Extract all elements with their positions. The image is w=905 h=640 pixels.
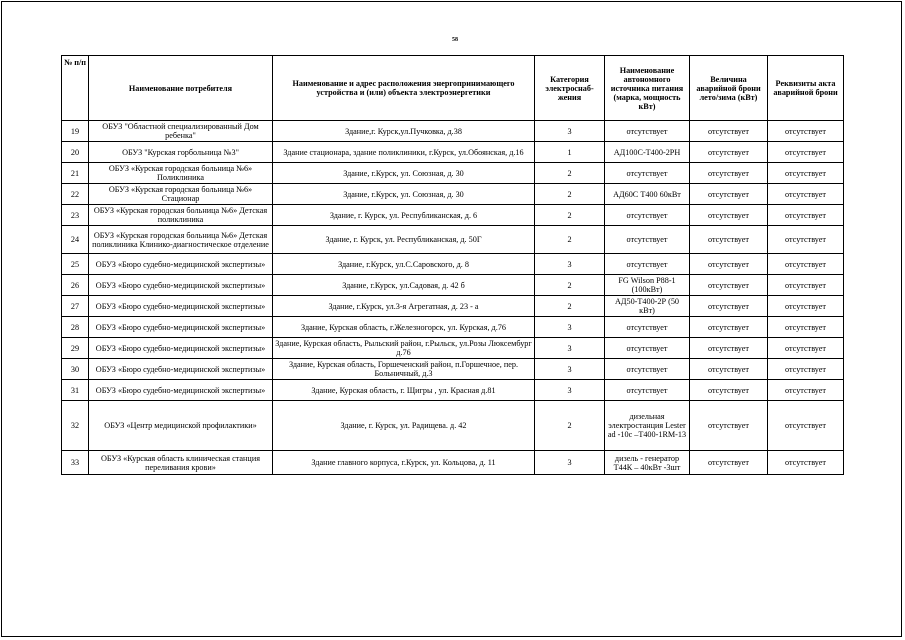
- cell-source: отсутствует: [605, 163, 690, 184]
- cell-source: отсутствует: [605, 338, 690, 359]
- cell-source: отсутствует: [605, 254, 690, 275]
- header-consumer: Наименование потребителя: [89, 56, 273, 121]
- cell-source: дизель - генератор Т44К – 40кВт -3шт: [605, 451, 690, 475]
- cell-num: 31: [62, 380, 89, 401]
- table-row: [62, 226, 844, 254]
- table-row: [62, 275, 844, 296]
- cell-consumer: ОБУЗ «Бюро судебно-медицинской экспертизы»: [89, 338, 273, 359]
- cell-consumer: ОБУЗ «Бюро судебно-медицинской экспертизы»: [89, 296, 273, 317]
- cell-category: 3: [535, 359, 605, 380]
- cell-source: отсутствует: [605, 359, 690, 380]
- table-row: [62, 296, 844, 317]
- cell-source: FG Wilson P88-1 (100кВт): [605, 275, 690, 296]
- header-reserve: Величина аварийной брони лето/зима (кВт): [690, 56, 768, 121]
- cell-consumer: ОБУЗ "Курская горбольница №3": [89, 142, 273, 163]
- cell-category: 2: [535, 184, 605, 205]
- cell-address: Здание, г.Курск, ул.Садовая, д. 42 б: [273, 275, 535, 296]
- cell-address: Здание,г. Курск,ул.Пучковка, д.38: [273, 121, 535, 142]
- cell-num: 23: [62, 205, 89, 226]
- cell-act: отсутствует: [768, 338, 844, 359]
- table-header-row: [62, 56, 844, 121]
- cell-reserve: отсутствует: [690, 401, 768, 451]
- cell-act: отсутствует: [768, 380, 844, 401]
- cell-num: 30: [62, 359, 89, 380]
- cell-reserve: отсутствует: [690, 317, 768, 338]
- cell-consumer: ОБУЗ «Бюро судебно-медицинской экспертизы»: [89, 359, 273, 380]
- cell-reserve: отсутствует: [690, 380, 768, 401]
- cell-reserve: отсутствует: [690, 226, 768, 254]
- table-row: [62, 163, 844, 184]
- cell-category: 3: [535, 254, 605, 275]
- cell-act: отсутствует: [768, 205, 844, 226]
- cell-address: Здание, г.Курск, ул. Союзная, д. 30: [273, 184, 535, 205]
- header-source: Наименование автономного источника питания (марка, мощность кВт): [605, 56, 690, 121]
- cell-reserve: отсутствует: [690, 184, 768, 205]
- cell-consumer: ОБУЗ «Курская городская больница №6» Детская поликлиника: [89, 205, 273, 226]
- cell-consumer: ОБУЗ «Курская городская больница №6» Детская поликлиника Клинико-диагностическое отделение: [89, 226, 273, 254]
- table-row: [62, 451, 844, 475]
- cell-reserve: отсутствует: [690, 121, 768, 142]
- cell-address: Здание, г.Курск, ул. Союзная, д. 30: [273, 163, 535, 184]
- cell-category: 1: [535, 142, 605, 163]
- cell-act: отсутствует: [768, 401, 844, 451]
- cell-num: 26: [62, 275, 89, 296]
- cell-address: Здание, Курская область, г. Щигры , ул. Красная д.81: [273, 380, 535, 401]
- cell-category: 2: [535, 275, 605, 296]
- table-row: [62, 401, 844, 451]
- cell-consumer: ОБУЗ «Бюро судебно-медицинской экспертизы»: [89, 275, 273, 296]
- cell-act: отсутствует: [768, 296, 844, 317]
- cell-address: Здание, г. Курск, ул. Республиканская, д. 50Г: [273, 226, 535, 254]
- cell-category: 2: [535, 401, 605, 451]
- cell-consumer: ОБУЗ «Центр медицинской профилактики»: [89, 401, 273, 451]
- cell-category: 2: [535, 296, 605, 317]
- cell-source: АД50-Т400-2Р (50 кВт): [605, 296, 690, 317]
- cell-reserve: отсутствует: [690, 163, 768, 184]
- cell-act: отсутствует: [768, 254, 844, 275]
- cell-category: 3: [535, 121, 605, 142]
- cell-category: 2: [535, 226, 605, 254]
- table-row: [62, 380, 844, 401]
- cell-address: Здание, г.Курск, ул.С.Саровского, д. 8: [273, 254, 535, 275]
- cell-num: 21: [62, 163, 89, 184]
- header-act: Реквизиты акта аварийной брони: [768, 56, 844, 121]
- cell-category: 3: [535, 317, 605, 338]
- cell-reserve: отсутствует: [690, 254, 768, 275]
- emergency-power-table: [61, 55, 844, 475]
- cell-source: дизельная электростанция Lester ad -10с –Т400-1RM-13: [605, 401, 690, 451]
- cell-category: 3: [535, 380, 605, 401]
- table-row: [62, 121, 844, 142]
- cell-source: отсутствует: [605, 121, 690, 142]
- cell-source: АД60С Т400 60кВт: [605, 184, 690, 205]
- cell-reserve: отсутствует: [690, 359, 768, 380]
- table-row: [62, 317, 844, 338]
- cell-consumer: ОБУЗ «Бюро судебно-медицинской экспертизы»: [89, 254, 273, 275]
- page-number: 58: [452, 37, 458, 43]
- cell-address: Здание, Курская область, Рыльский район, г.Рыльск, ул.Розы Люксембург д.76: [273, 338, 535, 359]
- cell-address: Здание стационара, здание поликлиники, г.Курск, ул.Обоянская, д.16: [273, 142, 535, 163]
- cell-act: отсутствует: [768, 359, 844, 380]
- table-row: [62, 142, 844, 163]
- cell-num: 20: [62, 142, 89, 163]
- cell-source: АД100С-Т400-2РН: [605, 142, 690, 163]
- cell-address: Здание, г.Курск, ул.3-я Агрегатная, д. 23 - а: [273, 296, 535, 317]
- cell-num: 19: [62, 121, 89, 142]
- cell-category: 3: [535, 338, 605, 359]
- cell-category: 2: [535, 205, 605, 226]
- cell-num: 33: [62, 451, 89, 475]
- cell-consumer: ОБУЗ «Курская область клиническая станция переливания крови»: [89, 451, 273, 475]
- table-row: [62, 338, 844, 359]
- cell-reserve: отсутствует: [690, 275, 768, 296]
- cell-reserve: отсутствует: [690, 338, 768, 359]
- cell-num: 29: [62, 338, 89, 359]
- cell-reserve: отсутствует: [690, 451, 768, 475]
- cell-num: 24: [62, 226, 89, 254]
- table-row: [62, 184, 844, 205]
- cell-num: 27: [62, 296, 89, 317]
- cell-consumer: ОБУЗ «Курская городская больница №6» Стационар: [89, 184, 273, 205]
- cell-act: отсутствует: [768, 142, 844, 163]
- cell-consumer: ОБУЗ "Областной специализированный Дом ребенка": [89, 121, 273, 142]
- cell-consumer: ОБУЗ «Бюро судебно-медицинской экспертизы»: [89, 380, 273, 401]
- cell-act: отсутствует: [768, 451, 844, 475]
- cell-address: Здание, г. Курск, ул. Радищева. д. 42: [273, 401, 535, 451]
- cell-address: Здание, Курская область, г.Железногорск, ул. Курская, д.76: [273, 317, 535, 338]
- cell-source: отсутствует: [605, 226, 690, 254]
- cell-act: отсутствует: [768, 184, 844, 205]
- cell-act: отсутствует: [768, 121, 844, 142]
- cell-source: отсутствует: [605, 317, 690, 338]
- cell-act: отсутствует: [768, 226, 844, 254]
- cell-category: 3: [535, 451, 605, 475]
- table-row: [62, 254, 844, 275]
- cell-address: Здание главного корпуса, г.Курск, ул. Кольцова, д. 11: [273, 451, 535, 475]
- cell-source: отсутствует: [605, 380, 690, 401]
- cell-category: 2: [535, 163, 605, 184]
- cell-address: Здание, Курская область, Горшеченский район, п.Горшечное, пер. Больничный, д.3: [273, 359, 535, 380]
- cell-num: 32: [62, 401, 89, 451]
- table-row: [62, 359, 844, 380]
- cell-reserve: отсутствует: [690, 296, 768, 317]
- cell-num: 28: [62, 317, 89, 338]
- cell-num: 25: [62, 254, 89, 275]
- cell-consumer: ОБУЗ «Курская городская больница №6» Поликлиника: [89, 163, 273, 184]
- cell-reserve: отсутствует: [690, 205, 768, 226]
- cell-source: отсутствует: [605, 205, 690, 226]
- cell-act: отсутствует: [768, 275, 844, 296]
- table-row: [62, 205, 844, 226]
- cell-act: отсутствует: [768, 163, 844, 184]
- header-address: Наименование и адрес расположения энергопринимающего устройства и (или) объекта электроэнергетики: [273, 56, 535, 121]
- header-category: Категория электроснаб-жения: [535, 56, 605, 121]
- cell-address: Здание, г. Курск, ул. Республиканская, д. 6: [273, 205, 535, 226]
- cell-act: отсутствует: [768, 317, 844, 338]
- cell-num: 22: [62, 184, 89, 205]
- cell-reserve: отсутствует: [690, 142, 768, 163]
- cell-consumer: ОБУЗ «Бюро судебно-медицинской экспертизы»: [89, 317, 273, 338]
- header-num: № п/п: [62, 56, 89, 121]
